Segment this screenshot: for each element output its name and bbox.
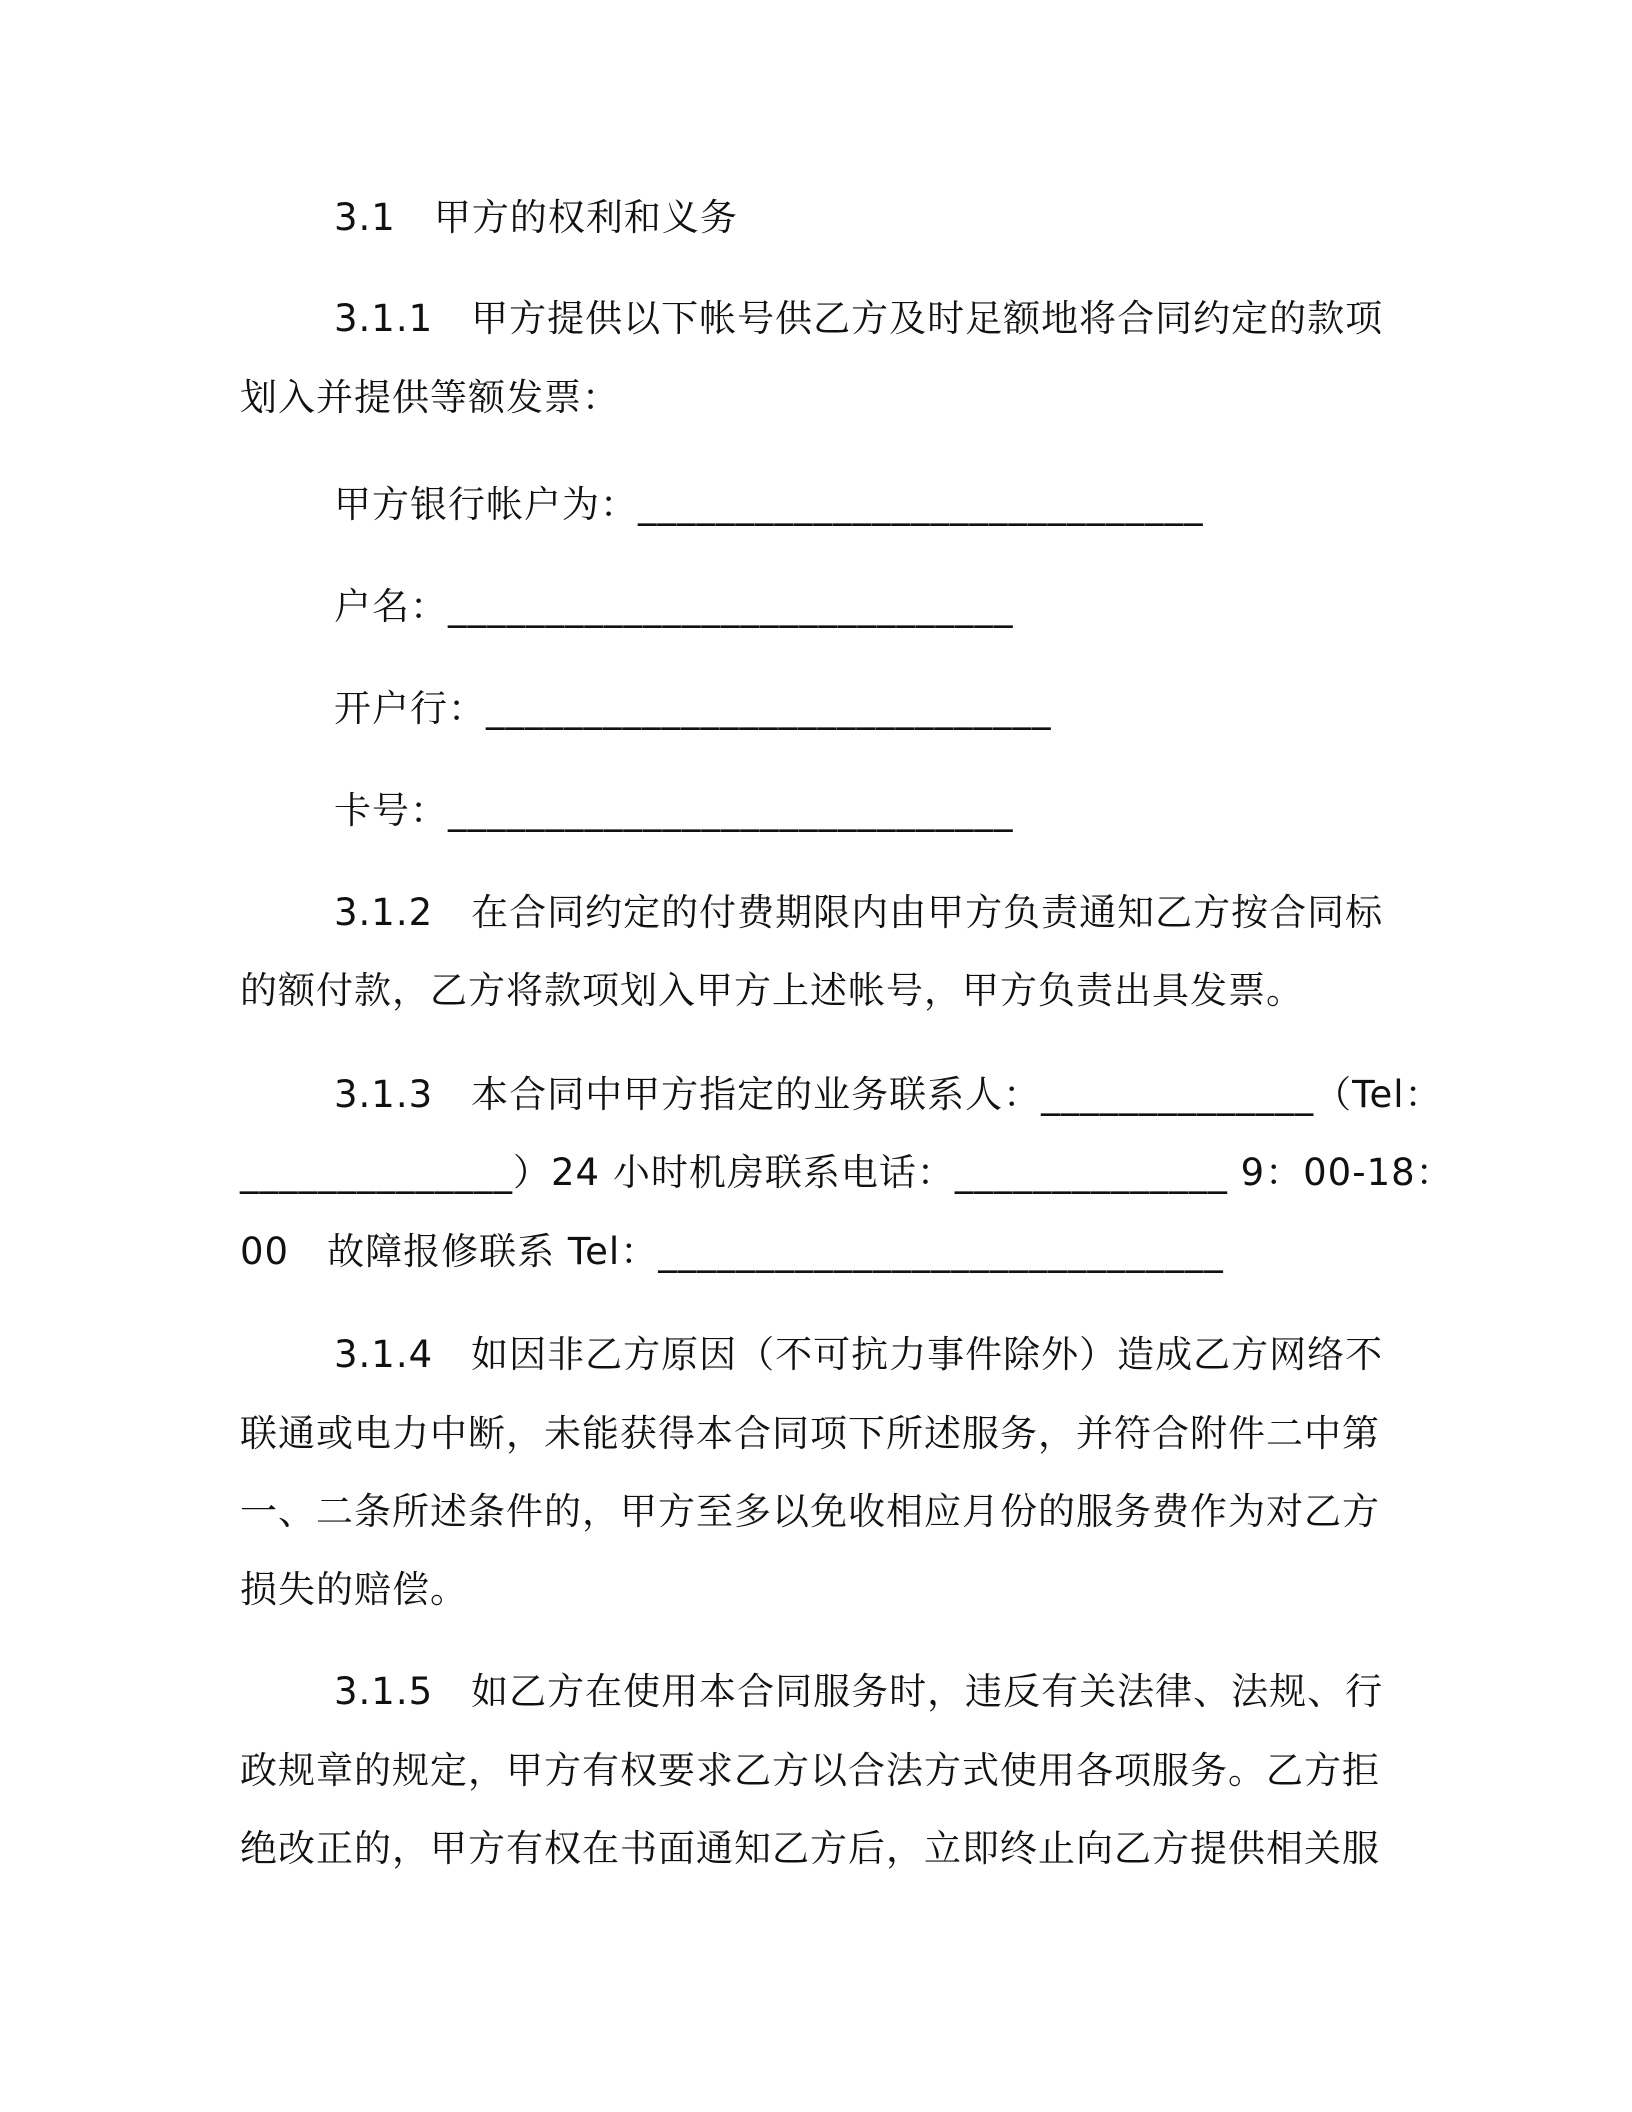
clause-3-1-5-line-3: 绝改正的，甲方有权在书面通知乙方后，立即终止向乙方提供相关服 [240, 1827, 1380, 1870]
clause-3-1-5-line-1: 3.1.5 如乙方在使用本合同服务时，违反有关法律、法规、行 [334, 1670, 1384, 1713]
account-name-line: 户名：_____________________________ [334, 585, 1014, 628]
clause-3-1-1-line-2: 划入并提供等额发票： [240, 376, 620, 419]
clause-3-1-1-line-1: 3.1.1 甲方提供以下帐号供乙方及时足额地将合同约定的款项 [334, 297, 1384, 340]
clause-3-1-4-line-1: 3.1.4 如因非乙方原因（不可抗力事件除外）造成乙方网络不 [334, 1333, 1384, 1376]
clause-3-1-3-line-3: 00 故障报修联系 Tel：_____________________________ [240, 1230, 1224, 1273]
bank-branch-line: 开户行：_____________________________ [334, 687, 1052, 730]
clause-3-1-4-line-3: 一、二条所述条件的，甲方至多以免收相应月份的服务费作为对乙方 [240, 1490, 1380, 1533]
clause-3-1-4-line-2: 联通或电力中断，未能获得本合同项下所述服务，并符合附件二中第 [240, 1412, 1380, 1455]
card-number-line: 卡号：_____________________________ [334, 789, 1014, 832]
clause-3-1-3-line-2: ______________）24 小时机房联系电话：______________ 9：00-18： [240, 1151, 1454, 1194]
clause-3-1-2-line-2: 的额付款，乙方将款项划入甲方上述帐号，甲方负责出具发票。 [240, 969, 1304, 1012]
clause-3-1-2-line-1: 3.1.2 在合同约定的付费期限内由甲方负责通知乙方按合同标 [334, 891, 1384, 934]
clause-3-1-4-line-4: 损失的赔偿。 [240, 1568, 468, 1611]
bank-account-line: 甲方银行帐户为：_____________________________ [334, 483, 1204, 526]
clause-3-1-5-line-2: 政规章的规定，甲方有权要求乙方以合法方式使用各项服务。乙方拒 [240, 1749, 1380, 1792]
clause-3-1-3-line-1: 3.1.3 本合同中甲方指定的业务联系人：______________（Tel： [334, 1073, 1443, 1116]
section-heading: 3.1 甲方的权利和义务 [334, 196, 738, 239]
